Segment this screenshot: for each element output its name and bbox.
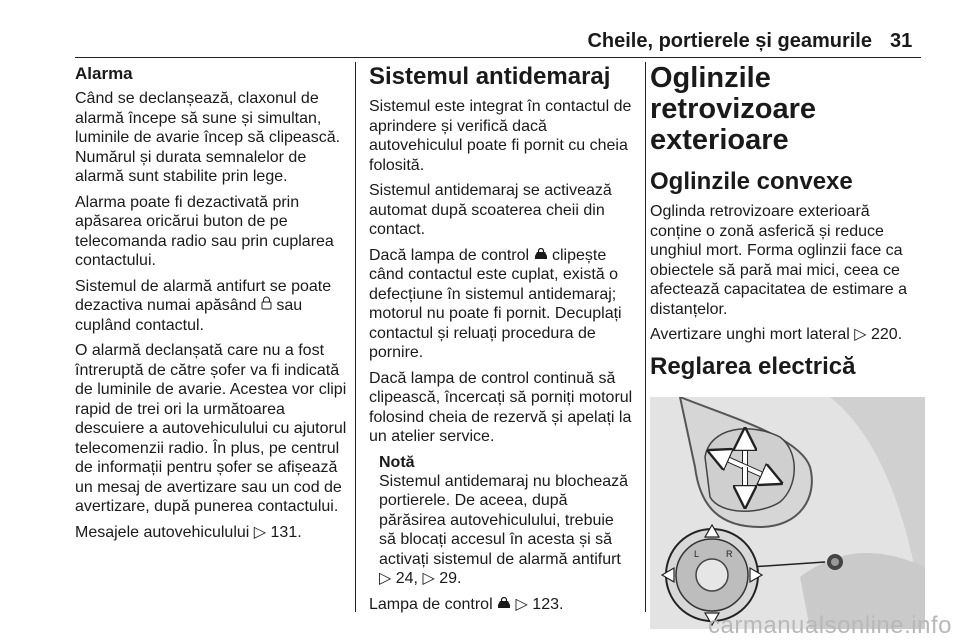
paragraph-reference: Mesajele autovehiculului ▷ 131. [75,523,302,541]
car-key-icon [534,246,548,266]
paragraph: Când se declanșează, claxonul de alarmă începe să sune și simultan, luminile de avarie încep să clipească. Numărul și durata semnalelor de alarmă sunt stabilite prin lege. [75,90,341,185]
paragraph-reference: Avertizare unghi mort lateral ▷ 220. [650,326,903,343]
note-box [379,453,635,589]
paragraph: Dacă lampa de control continuă să clipească, încercați să porniți motorul folosind cheia de rezervă și apelați la un atelier service. [369,369,633,445]
right-column [650,63,925,629]
column-divider-2 [645,62,646,612]
section-heading-alarm: Alarma [75,64,133,83]
header-divider [75,57,921,58]
watermark: carmanualsonline.info [708,612,952,639]
paragraph: Oglinda retrovizoare exterioară conține o zonă asferică și reduce unghiul mort. Forma oglinzii face ca obiectele să pară mai mici, ceea ce afectează capacitatea de estimare a distanțelor. [650,203,908,318]
section-heading-immobilizer: Sistemul antidemaraj [369,63,611,90]
middle-column [369,63,635,620]
paragraph-text: Dacă lampa de control [369,246,530,264]
paragraph-text: clipește când contactul este cuplat, există o defecțiune în sistemul antidemaraj; motorul nu poate fi pornit. Decuplați contactul și reluați procedura de pornire. [369,246,622,361]
paragraph: Alarma poate fi dezactivată prin apăsarea oricărui buton de pe telecomanda radio sau prin cuplarea contactului. [75,193,334,269]
note-title: Notă [379,453,415,471]
figure-label-left: L [694,548,700,559]
left-column [75,63,350,548]
paragraph: O alarmă declanșată care nu a fost întreruptă de către șofer va fi indicată de luminile de avarie. Acestea vor clipi rapid de trei ori la următoarea descuiere a autovehiculului cu ajutorul telecomenzii radio. În plus, pe centrul de informații pentru șofer se afișează un mesaj de avertizare sau un cod de avertizare, după punerea contactului. [75,342,347,515]
lock-icon [261,296,272,316]
mirror-adjustment-illustration [650,397,925,629]
paragraph: Sistemul antidemaraj se activează automat după scoaterea cheii din contact. [369,182,612,238]
paragraph: Sistemul este integrat în contactul de aprindere și verifică dacă autovehiculul poate fi pornit cu cheia folosită. [369,98,632,174]
subheading-electric-adjustment: Reglarea electrică [650,352,856,380]
subheading-convex-mirrors: Oglinzile convexe [650,168,853,195]
page-header-title: Cheile, portierele și geamurile [587,30,872,52]
section-heading-mirrors: Oglinzile retrovizoare exterioare [650,62,817,156]
paragraph-with-icon [369,246,635,363]
page-number: 31 [890,30,913,52]
paragraph-text: sau cuplând contactul. [75,297,303,334]
paragraph-with-icon [369,595,635,615]
paragraph-text: Lampa de control [369,595,493,613]
figure-label-right: R [726,548,733,559]
paragraph-with-icon [75,277,350,336]
column-divider-1 [355,62,356,612]
paragraph-text: Sistemul de alarmă antifurt se poate dezactiva numai apăsând [75,277,332,314]
note-text: Sistemul antidemaraj nu blochează portierele. De aceea, după părăsirea autovehiculului, trebuie să blocați accesul în acesta și să activați sistemul de alarmă antifurt ▷ 24, ▷ 29. [379,472,629,587]
car-key-icon [497,595,511,615]
paragraph-text: ▷ 123. [515,595,564,613]
